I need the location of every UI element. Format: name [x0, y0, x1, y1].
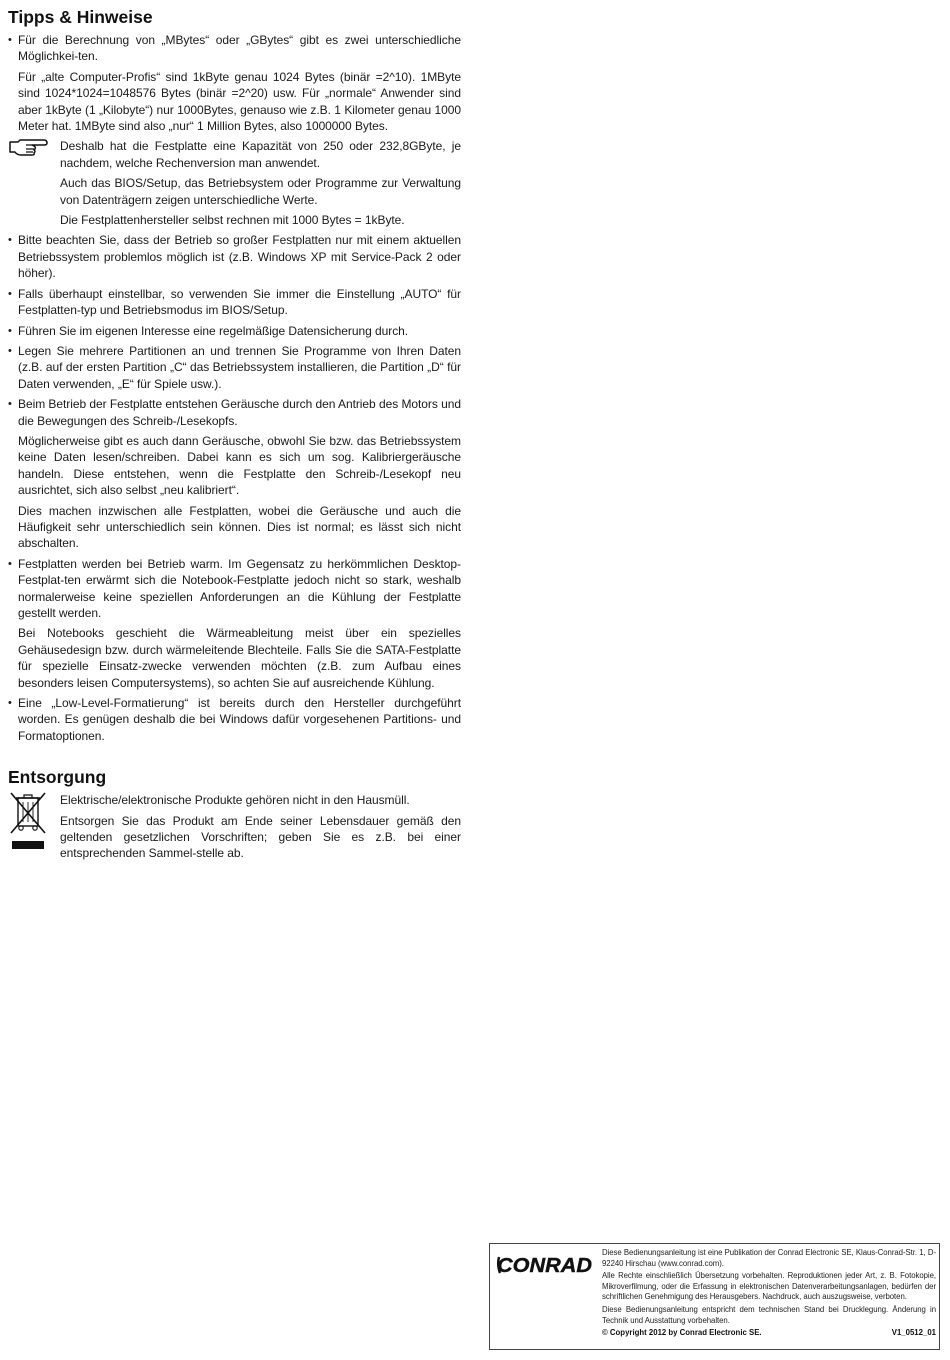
footer-publisher: Diese Bedienungsanleitung ist eine Publikation der Conrad Electronic SE, Klaus-Conrad-Str. 1, D-92240 Hirschau (www.conrad.com). [602, 1248, 936, 1268]
tip-heat: • Festplatten werden bei Betrieb warm. Im Gegensatz zu herkömmlichen Desktop-Festplat-ten erwärmt sich die Notebook-Festplatte jedoch nicht so stark, weshalb normalerweise keine speziellen Anforderungen an die Kühlung der Festplatte gestellt werden. [8, 556, 461, 622]
footer-rights: Alle Rechte einschließlich Übersetzung vorbehalten. Reproduktionen jeder Art, z. B. Fotokopie, Mikroverfilmung, oder die Erfassung in elektronischen Datenverarbeitungsanlagen, bedürfen der schriftlichen Genehmigung des Herausgebers. Nachdruck, auch auszugsweise, verboten. [602, 1271, 936, 1302]
tip-backup: • Führen Sie im eigenen Interesse eine regelmäßige Datensicherung durch. [8, 323, 461, 339]
crossed-out-bin-icon [8, 792, 48, 854]
tip-bios-auto: • Falls überhaupt einstellbar, so verwenden Sie immer die Einstellung „AUTO“ für Festplatten-typ und Betriebsmodus im BIOS/Setup. [8, 286, 461, 319]
section-heading-tips: Tipps & Hinweise [8, 7, 153, 27]
note-block [8, 138, 461, 228]
publisher-footer-box [489, 1243, 940, 1350]
footer-technical-state: Diese Bedienungsanleitung entspricht dem technischen Stand bei Drucklegung. Änderung in Technik und Ausstattung vorbehalten. [602, 1304, 936, 1325]
disposal-block [8, 792, 461, 862]
footer-copyright: © Copyright 2012 by Conrad Electronic SE. [602, 1328, 762, 1338]
footer-version: V1_0512_01 [891, 1328, 936, 1338]
tip-partitions: • Legen Sie mehrere Partitionen an und trennen Sie Programme von Ihren Daten (z.B. auf der ersten Partition „C“ das Betriebssystem installieren, die Partition „D“ für Daten verwenden, „E“ für Spiele usw.). [8, 343, 461, 392]
tip-mbytes-explanation: Für „alte Computer-Profis“ sind 1kByte genau 1024 Bytes (binär =2^10). 1MByte sind 1024*1024=1048576 Bytes (binär =2^20) usw. Für „normale“ Anwender sind aber 1kByte (1 „Kilobyte“) nur 1000Bytes, genauso wie z.B. 1 Kilometer genau 1000 Meter hat. 1MByte sind also „nur“ 1 Million Bytes, also 1000000 Bytes. [18, 69, 461, 134]
conrad-logo [496, 1252, 594, 1278]
pointing-hand-icon [8, 138, 48, 158]
section-heading-disposal: Entsorgung [8, 767, 107, 788]
tip-mbytes-gbytes: • Für die Berechnung von „MBytes“ oder „GBytes“ gibt es zwei unterschiedliche Möglichkei-ten. [8, 32, 461, 65]
footer-text [602, 1248, 936, 1339]
note-capacity: Deshalb hat die Festplatte eine Kapazität von 250 oder 232,8GByte, je nachdem, welche Rechenversion man anwendet. [60, 139, 461, 170]
disposal-household-waste: Elektrische/elektronische Produkte gehören nicht in den Hausmüll. [60, 793, 410, 808]
tip-cooling: Bei Notebooks geschieht die Wärmeableitung meist über ein spezielles Gehäusedesign bzw. durch wärmeleitende Blechteile. Falls Sie die SATA-Festplatte für spezielle Einsatz-zwecke verwenden möchten (z.B. zum Aufbau eines besonders leisen Computersystems), so achten Sie auf ausreichende Kühlung. [18, 626, 461, 690]
note-bios-values: Auch das BIOS/Setup, das Betriebsystem oder Programme zur Verwaltung von Datenträgern zeigen unterschiedliche Werte. [60, 176, 461, 207]
main-column [8, 6, 461, 866]
tip-noise: • Beim Betrieb der Festplatte entstehen Geräusche durch den Antrieb des Motors und die Bewegungen des Schreib-/Lesekopfs. [8, 396, 461, 429]
tip-low-level-format: • Eine „Low-Level-Formatierung“ ist bereits durch den Hersteller durchgeführt worden. Es genügen deshalb die bei Windows dafür vorgesehenen Partitions- und Formatoptionen. [8, 695, 461, 744]
note-manufacturer-calc: Die Festplattenhersteller selbst rechnen mit 1000 Bytes = 1kByte. [60, 213, 405, 228]
tip-operating-system: • Bitte beachten Sie, dass der Betrieb so großer Festplatten nur mit einem aktuellen Betriebssystem problemlos möglich ist (z.B. Windows XP mit Service-Pack 2 oder höher). [8, 232, 461, 281]
tip-noise-normal: Dies machen inzwischen alle Festplatten, wobei die Geräusche und auch die Häufigkeit sehr unterschiedlich sein können. Dies ist normal; es lässt sich nicht abschalten. [18, 503, 461, 551]
footer-bottom-row [602, 1328, 936, 1339]
tip-calibration-noise: Möglicherweise gibt es auch dann Geräusche, obwohl Sie bzw. das Betriebssystem keine Daten lesen/schreiben. Dabei kann es sich um sog. Kalibriergeräusche handeln. Diese entstehen, wenn die Festplatte den Schreib-/Lesekopf neu ausrichtet, sich also selbst „neu kalibriert“. [18, 433, 461, 498]
disposal-instructions: Entsorgen Sie das Produkt am Ende seiner Lebensdauer gemäß den geltenden gesetzlichen Vorschriften; geben Sie es z.B. bei einer entsprechenden Sammel-stelle ab. [60, 813, 461, 861]
svg-text:CONRAD: CONRAD [497, 1255, 592, 1277]
